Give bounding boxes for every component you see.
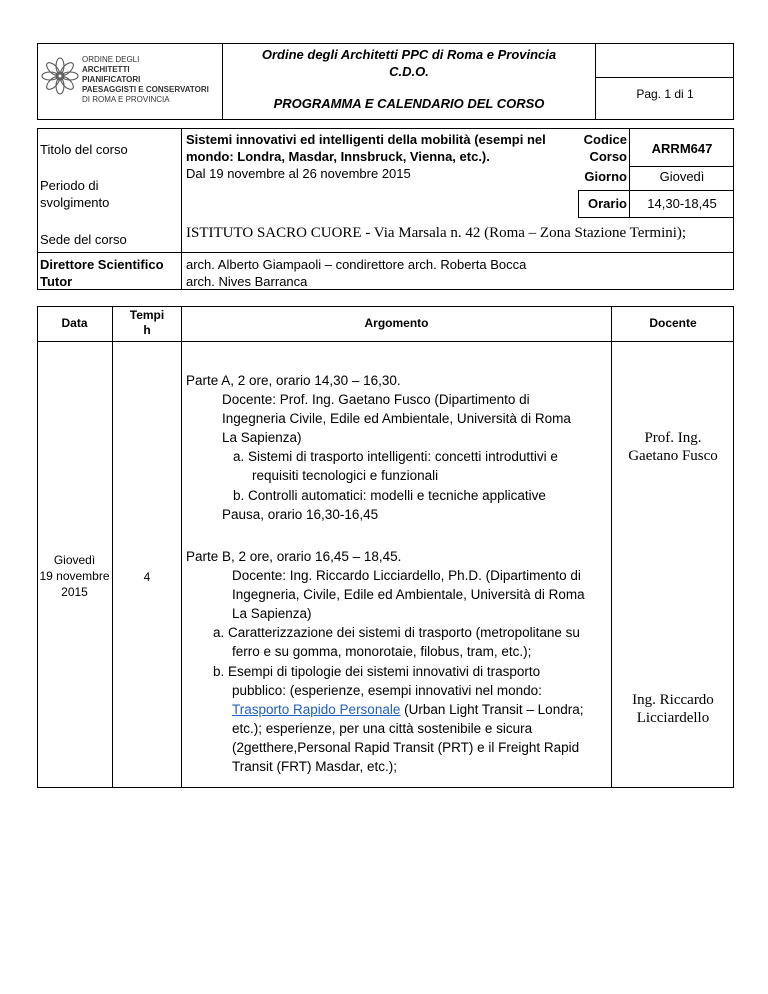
col-header-tempi-line-1: Tempi bbox=[129, 308, 165, 322]
parte-b-line: pubblico: (esperienze, esempi innovativi nel mondo: bbox=[232, 683, 542, 698]
page-number: Pag. 1 di 1 bbox=[636, 87, 694, 101]
parte-b-line: Parte B, 2 ore, orario 16,45 – 18,45. bbox=[186, 549, 402, 564]
course-title bbox=[186, 131, 546, 165]
parte-b-line: b. Esempi di tipologie dei sistemi innovativi di trasporto bbox=[213, 664, 541, 679]
parte-a-line: requisiti tecnologici e funzionali bbox=[252, 468, 439, 483]
periodo-label-line-1: Periodo di bbox=[40, 178, 99, 193]
parte-b-line: etc.); esperienze, per una città sostenibile e sicura bbox=[232, 721, 533, 736]
codice-label-line-1: Codice bbox=[583, 132, 627, 147]
orario-label: Orario bbox=[587, 196, 627, 211]
org-title: Ordine degli Architetti PPC di Roma e Provincia bbox=[261, 47, 557, 62]
course-title-line-2: mondo: Londra, Masdar, Innsbruck, Vienna, etc.). bbox=[186, 149, 490, 164]
giorno-label: Giorno bbox=[584, 169, 627, 184]
giorno-value: Giovedì bbox=[659, 169, 705, 184]
logo-line-5: DI ROMA E PROVINCIA bbox=[82, 95, 170, 104]
parte-a-line: Pausa, orario 16,30-16,45 bbox=[222, 507, 379, 522]
session-date-line-1: Giovedì bbox=[53, 553, 96, 567]
parte-a-line: Parte A, 2 ore, orario 14,30 – 16,30. bbox=[186, 373, 401, 388]
parte-b-line: a. Caratterizzazione dei sistemi di trasporto (metropolitane su bbox=[213, 625, 580, 640]
parte-a-line: a. Sistemi di trasporto intelligenti: concetti introduttivi e bbox=[233, 449, 558, 464]
logo-flower-icon bbox=[40, 54, 80, 98]
sede-label: Sede del corso bbox=[40, 232, 127, 247]
logo-line-1: ORDINE DEGLI bbox=[82, 55, 140, 64]
parte-a-line: La Sapienza) bbox=[222, 430, 302, 445]
col-header-data: Data bbox=[61, 316, 88, 330]
periodo-label bbox=[40, 177, 109, 211]
direttore-label: Direttore Scientifico bbox=[40, 257, 164, 272]
session-hours: 4 bbox=[143, 570, 151, 584]
docente-licciardello-line-2: Licciardello bbox=[636, 710, 710, 726]
codice-value: ARRM647 bbox=[651, 141, 713, 156]
direttore-value: arch. Alberto Giampaoli – condirettore arch. Roberta Bocca bbox=[186, 257, 527, 272]
session-date bbox=[37, 552, 112, 600]
session-date-line-2: 19 novembre bbox=[39, 569, 110, 583]
tutor-label: Tutor bbox=[40, 274, 73, 289]
col-header-tempi-line-2: h bbox=[143, 323, 151, 337]
codice-label bbox=[578, 131, 627, 165]
parte-b-line bbox=[232, 701, 583, 719]
docente-fusco-line-1: Prof. Ing. bbox=[644, 430, 702, 446]
parte-b-line: Docente: Ing. Riccardo Licciardello, Ph.D. (Dipartimento di bbox=[232, 568, 581, 583]
col-header-docente: Docente bbox=[649, 316, 697, 330]
org-subtitle: C.D.O. bbox=[389, 64, 429, 79]
parte-b-line: La Sapienza) bbox=[232, 606, 312, 621]
period-value: Dal 19 novembre al 26 novembre 2015 bbox=[186, 166, 411, 181]
tutor-value: arch. Nives Barranca bbox=[186, 274, 308, 289]
docente-licciardello-line-1: Ing. Riccardo bbox=[632, 692, 714, 708]
parte-b-line-continued: (Urban Light Transit – Londra; bbox=[404, 702, 584, 717]
parte-b-line: Transit (FRT) Masdar, etc.); bbox=[232, 759, 398, 774]
session-date-line-3: 2015 bbox=[61, 585, 88, 599]
orario-value: 14,30-18,45 bbox=[647, 196, 717, 211]
doc-title: PROGRAMMA E CALENDARIO DEL CORSO bbox=[273, 96, 545, 111]
logo-line-3: PIANIFICATORI bbox=[82, 75, 141, 84]
docente-fusco-line-2: Gaetano Fusco bbox=[628, 448, 718, 464]
parte-a-line: Ingegneria Civile, Edile ed Ambientale, Università di Roma bbox=[222, 411, 571, 426]
periodo-label-line-2: svolgimento bbox=[40, 195, 110, 210]
titolo-label: Titolo del corso bbox=[40, 142, 128, 157]
docente-fusco bbox=[612, 429, 734, 465]
col-header-tempi bbox=[113, 308, 181, 338]
logo-line-2: ARCHITETTI bbox=[82, 65, 130, 74]
col-header-argomento: Argomento bbox=[364, 316, 429, 330]
parte-a-line: b. Controlli automatici: modelli e tecniche applicative bbox=[233, 488, 546, 503]
codice-label-line-2: Corso bbox=[589, 149, 627, 164]
parte-b-line: ferro e su gomma, monorotaie, filobus, tram, etc.); bbox=[232, 644, 532, 659]
docente-licciardello bbox=[612, 691, 734, 727]
parte-a-line: Docente: Prof. Ing. Gaetano Fusco (Dipartimento di bbox=[222, 392, 530, 407]
logo bbox=[40, 52, 220, 107]
logo-line-4: PAESAGGISTI E CONSERVATORI bbox=[82, 85, 209, 94]
trasporto-rapido-link[interactable]: Trasporto Rapido Personale bbox=[232, 702, 401, 717]
course-title-line-1: Sistemi innovativi ed intelligenti della mobilità (esempi nel bbox=[186, 132, 546, 147]
parte-b-line: (2getthere,Personal Rapid Transit (PRT) e il Freight Rapid bbox=[232, 740, 580, 755]
sede-value: ISTITUTO SACRO CUORE - Via Marsala n. 42 (Roma – Zona Stazione Termini); bbox=[186, 225, 687, 241]
parte-b-line: Ingegneria, Civile, Edile ed Ambientale, Università di Roma bbox=[232, 587, 585, 602]
